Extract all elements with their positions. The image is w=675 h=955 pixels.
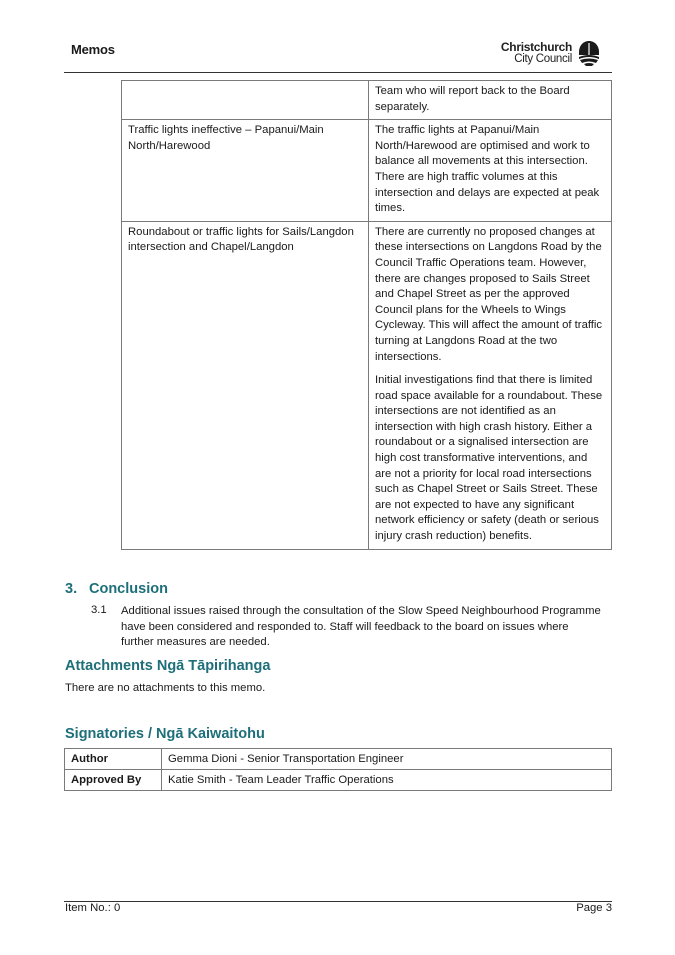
response-cell	[369, 221, 612, 549]
signatories-heading: Signatories / Ngā Kaiwaitohu	[65, 726, 265, 742]
attachments-text: There are no attachments to this memo.	[65, 682, 266, 694]
table-row	[65, 770, 612, 791]
issues-table	[121, 80, 612, 550]
table-row	[65, 749, 612, 770]
item-number: Item No.: 0	[65, 902, 121, 914]
table-row	[122, 81, 612, 120]
response-paragraph: Team who will report back to the Board separately.	[375, 85, 570, 113]
memo-header-title: Memos	[71, 42, 115, 57]
logo-line-2: City Council	[514, 53, 572, 65]
attachments-heading: Attachments Ngā Tāpirihanga	[65, 658, 271, 674]
response-paragraph: There are currently no proposed changes at these intersections on Langdons Road by the Council Traffic Operations team. However, there are changes proposed to Sails Street and Chapel Street as per the approved Council plans for the Wheels to Wings Cycleway. This will affect the amount of traffic turning at Langdons Road at the two intersections.	[375, 225, 603, 363]
council-logo-icon	[576, 40, 602, 66]
council-logo-text	[501, 41, 572, 65]
response-paragraph: The traffic lights at Papanui/Main North/Harewood are optimised and work to balance all movements at this intersection. There are high traffic volumes at this intersection and delays are expected at peak times.	[375, 124, 600, 215]
logo-line-1: Christchurch	[500, 40, 572, 54]
page-number: Page 3	[576, 902, 612, 914]
response-cell	[369, 120, 612, 222]
table-row	[122, 120, 612, 222]
response-cell	[369, 81, 612, 120]
issue-cell	[122, 221, 369, 549]
conclusion-heading	[65, 581, 168, 597]
signatory-role: Author	[65, 749, 162, 770]
paragraph-number: 3.1	[91, 604, 107, 616]
issue-text: Traffic lights ineffective – Papanui/Main North/Harewood	[128, 124, 324, 152]
footer-divider	[64, 901, 612, 902]
issue-cell	[122, 81, 369, 120]
issue-cell	[122, 120, 369, 222]
conclusion-paragraph: Additional issues raised through the consultation of the Slow Speed Neighbourhood Programme have been considered and responded to. Staff will feedback to the board on issues where further measures are needed.	[121, 605, 601, 649]
header-divider	[64, 72, 612, 73]
issue-text: Roundabout or traffic lights for Sails/Langdon intersection and Chapel/Langdon	[128, 225, 354, 254]
signatory-name: Gemma Dioni - Senior Transportation Engineer	[162, 749, 612, 770]
signatories-table	[64, 748, 612, 791]
signatory-role: Approved By	[65, 770, 162, 791]
council-logo	[497, 40, 602, 70]
table-row	[122, 221, 612, 549]
response-paragraph: Initial investigations find that there is limited road space available for a roundabout. These intersections are not identified as an intersection with high crash history. Either a roundabout or a signalised intersection are high cost transformative interventions, and are not a priority for local road intersections such as Chapel Street or Sails Street. These are not expected to have any significant network efficiency or safety (death or serious injury crash reduction) benefits.	[375, 374, 603, 543]
signatory-name: Katie Smith - Team Leader Traffic Operations	[162, 770, 612, 791]
section-number: 3.	[65, 581, 78, 597]
section-title: Conclusion	[89, 581, 168, 597]
